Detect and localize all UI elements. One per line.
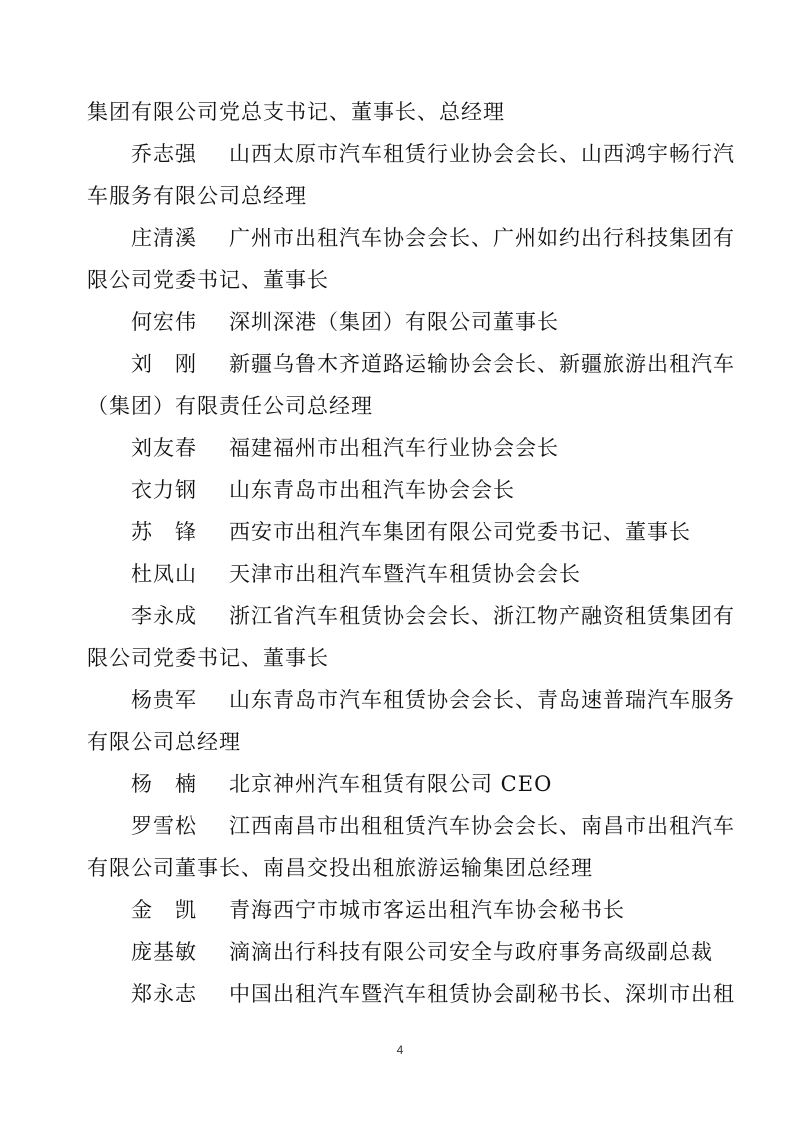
member-title: 西安市出租汽车集团有限公司党委书记、董事长	[229, 520, 691, 544]
member-title: 新疆乌鲁木齐道路运输协会会长、新疆旅游出租汽车	[229, 352, 735, 376]
member-name: 刘友春	[131, 436, 197, 460]
line-text: 有限公司董事长、南昌交投出租旅游运输集团总经理	[87, 856, 593, 880]
member-name: 庄清溪	[131, 226, 197, 250]
member-entry	[131, 133, 735, 175]
member-entry	[131, 301, 559, 343]
member-title: 江西南昌市出租租赁汽车协会会长、南昌市出租汽车	[229, 814, 735, 838]
member-name: 李永成	[131, 604, 197, 628]
member-entry	[131, 553, 581, 595]
member-title: 广州市出租汽车协会会长、广州如约出行科技集团有	[229, 226, 735, 250]
member-name: 杨贵军	[131, 688, 197, 712]
member-title: 山西太原市汽车租赁行业协会会长、山西鸿宇畅行汽	[229, 142, 735, 166]
member-entry	[131, 763, 552, 805]
member-title: 北京神州汽车租赁有限公司 CEO	[229, 772, 553, 796]
line-text: 车服务有限公司总经理	[87, 184, 307, 208]
text-line-continuation	[87, 637, 329, 679]
line-text: （集团）有限责任公司总经理	[87, 394, 373, 418]
text-line-continuation	[87, 721, 241, 763]
line-text: 集团有限公司党总支书记、董事长、总经理	[87, 100, 505, 124]
member-entry	[131, 217, 735, 259]
member-title: 浙江省汽车租赁协会会长、浙江物产融资租赁集团有	[229, 604, 735, 628]
text-line-continuation	[87, 259, 329, 301]
member-name: 庞基敏	[131, 940, 197, 964]
member-name: 郑永志	[131, 982, 197, 1006]
member-title: 深圳深港（集团）有限公司董事长	[229, 310, 559, 334]
member-entry	[131, 427, 559, 469]
text-line-continuation	[87, 385, 373, 427]
text-line-continuation	[87, 847, 593, 889]
member-name: 罗雪松	[131, 814, 197, 838]
member-entry	[131, 889, 625, 931]
member-title: 福建福州市出租汽车行业协会会长	[229, 436, 559, 460]
line-text: 限公司党委书记、董事长	[87, 268, 329, 292]
member-name: 杜凤山	[131, 562, 197, 586]
member-entry	[131, 973, 735, 1015]
member-name: 何宏伟	[131, 310, 197, 334]
member-title: 山东青岛市出租汽车协会会长	[229, 478, 515, 502]
member-title: 天津市出租汽车暨汽车租赁协会会长	[229, 562, 581, 586]
line-text: 限公司党委书记、董事长	[87, 646, 329, 670]
member-name: 乔志强	[131, 142, 197, 166]
member-name: 杨 楠	[131, 772, 197, 796]
text-line-continuation	[87, 91, 505, 133]
text-line-continuation	[87, 175, 307, 217]
member-entry	[131, 805, 735, 847]
member-entry	[131, 469, 515, 511]
line-text: 有限公司总经理	[87, 730, 241, 754]
member-title: 山东青岛市汽车租赁协会会长、青岛速普瑞汽车服务	[229, 688, 735, 712]
page-number: 4	[396, 1043, 404, 1057]
member-entry	[131, 343, 735, 385]
member-entry	[131, 931, 713, 973]
member-title: 滴滴出行科技有限公司安全与政府事务高级副总裁	[229, 940, 713, 964]
member-entry	[131, 679, 735, 721]
member-title: 青海西宁市城市客运出租汽车协会秘书长	[229, 898, 625, 922]
member-name: 刘 刚	[131, 352, 197, 376]
member-name: 苏 锋	[131, 520, 197, 544]
member-entry	[131, 595, 735, 637]
member-name: 衣力钢	[131, 478, 197, 502]
member-entry	[131, 511, 691, 553]
member-name: 金 凯	[131, 898, 197, 922]
member-title: 中国出租汽车暨汽车租赁协会副秘书长、深圳市出租	[229, 982, 735, 1006]
